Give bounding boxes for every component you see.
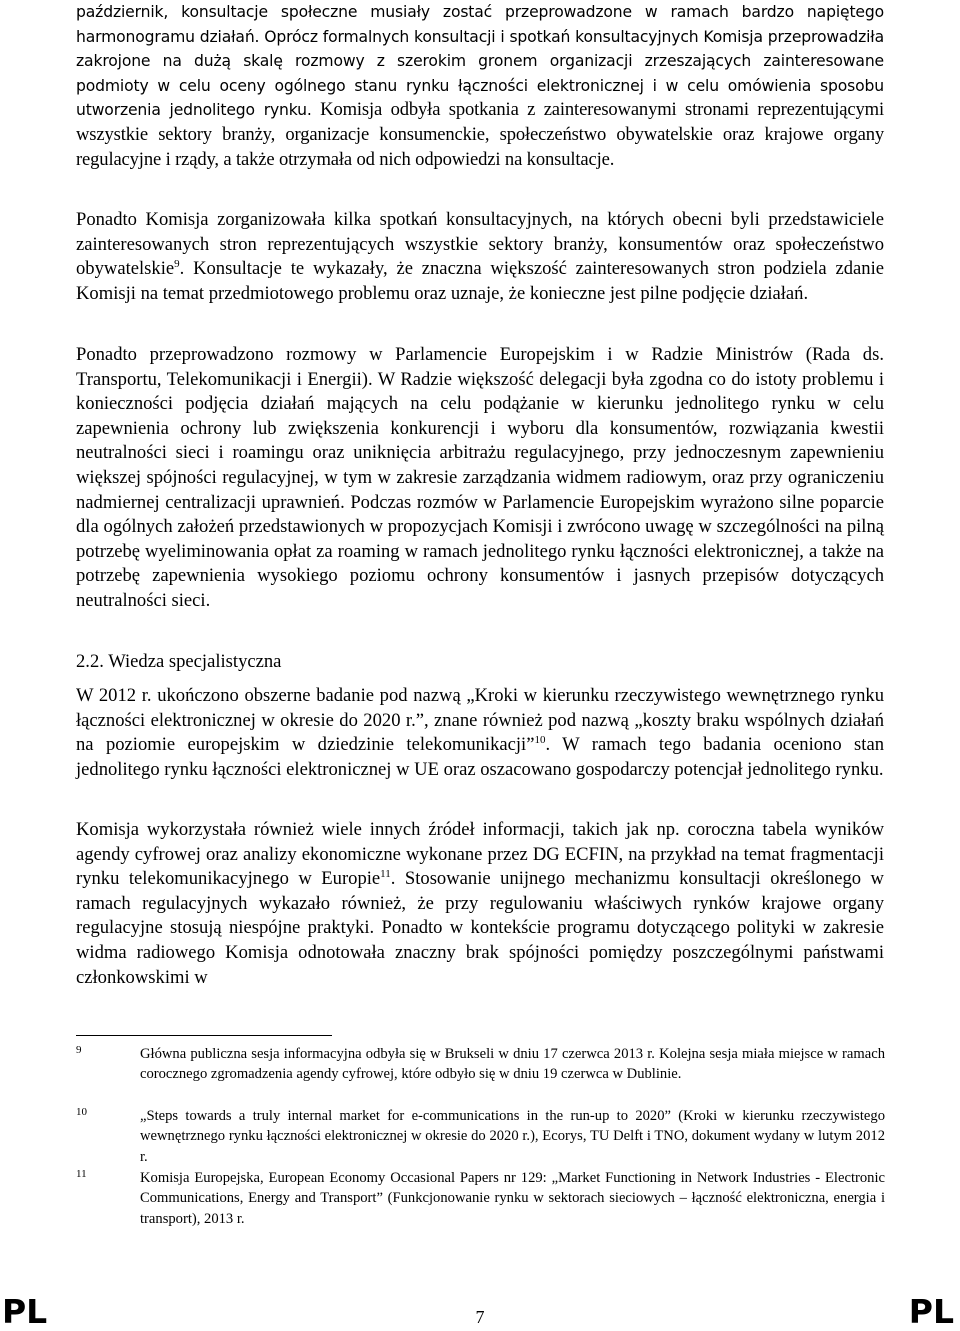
footnote-10-text: „Steps towards a truly internal market for e-communications in the run-up to 2020” (Kroki w kierunku rzeczywistego wewnętrznego rynku łączności elektronicznej w okresie do 2020 r.), Ecorys, TU Delft i TNO, dokument wydany w lutym 2012 r. [140,1108,885,1165]
paragraph-4-part-b: . W ramach tego badania oceniono stan jednolitego rynku łączności elektronicznej w UE oraz oszacowano gospodarczy potencjał jednolitego rynku. [76,734,884,780]
page-number: 7 [475,1307,485,1327]
footnote-number-11: 11 [76,1168,87,1180]
footnote-number-10: 10 [76,1106,87,1118]
paragraph-5-part-b: . Stosowanie unijnego mechanizmu konsultacji określonego w ramach regulacyjnych wykazało również, że przy regulowaniu właściwych rynków krajowe organy regulacyjne stosują niespójne praktyki. Ponadto w kontekście programu dotyczącego polityki w zakresie widma radiowego Komisja odnotowała znaczny brak spójności pomiędzy poszczególnymi państwami członkowskimi w [76,868,884,988]
footnote-11-text: Komisja Europejska, European Economy Occasional Papers nr 129: „Market Functioning in Network Industries - Electronic Communications, Energy and Transport” (Funkcjonowanie rynku w sektorach sieciowych – łączność elektroniczna, energia i transport), 2013 r. [140,1170,885,1227]
body-paragraph-5 [76,818,884,990]
paragraph-1-part-a: październik, konsultacje społeczne musiały zostać przeprowadzone w ramach bardzo napiętego harmonogramu działań. Oprócz formalnych konsultacji i spotkań konsultacyjnych Komisja przeprowadziła zakrojone na dużą skalę rozmowy z szerokim gronem organizacji zrzeszających zainteresowane podmioty w celu oceny ogólnego stanu rynku łączności elektronicznej i w celu omówienia sposobu utworzenia jednolitego rynku. [76,3,884,120]
body-paragraph-1 [76,0,884,172]
footer-language-right: PL [908,1292,954,1331]
footnote-ref-9[interactable]: 9 [174,258,180,270]
section-heading: 2.2. Wiedza specjalistyczna [76,651,282,672]
paragraph-5-part-a: Komisja wykorzystała również wiele innych źródeł informacji, takich jak np. coroczna tabela wyników agendy cyfrowej oraz analizy ekonomiczne wykonane przez DG ECFIN, na przykład na temat fragmentacji rynku telekomunikacyjnego w Europie [76,819,884,890]
footnote-number-9: 9 [76,1044,82,1056]
paragraph-4-part-a: W 2012 r. ukończono obszerne badanie pod nazwą „Kroki w kierunku rzeczywistego wewnętrznego rynku łączności elektronicznej w okresie do 2020 r.”, znane również pod nazwą „koszty braku wspólnych działań na poziomie europejskim w dziedzinie telekomunikacji” [76,685,884,756]
footnote-separator [76,1035,332,1036]
footer-language-left: PL [2,1292,48,1331]
footnote-9-text: Główna publiczna sesja informacyjna odbyła się w Brukseli w dniu 17 czerwca 2013 r. Kolejna sesja miała miejsce w ramach corocznego zgromadzenia agendy cyfrowej, które odbyło się w dniu 19 czerwca w Dublinie. [140,1046,885,1083]
body-paragraph-4 [76,684,884,782]
footnote-ref-10[interactable]: 10 [534,734,546,746]
paragraph-2-part-b: . Konsultacje te wykazały, że znaczna większość zainteresowanych stron podziela zdanie Komisji na temat przedmiotowego problemu oraz uznaje, że konieczne jest pilne podjęcie działań. [76,258,884,304]
paragraph-1-part-b: Komisja odbyła spotkania z zainteresowanymi stronami reprezentującymi wszystkie sektory branży, organizacje konsumenckie, społeczeństwo obywatelskie oraz krajowe organy regulacyjne i rządy, a także otrzymała od nich odpowiedzi na konsultacje. [76,99,884,170]
body-paragraph-3: Ponadto przeprowadzono rozmowy w Parlamencie Europejskim i w Radzie Ministrów (Rada ds. Transportu, Telekomunikacji i Energii). W Radzie większość delegacji była zgodna co do istoty problemu i konieczności podjęcia działań mających na celu podążanie w kierunku jednolitego rynku w celu zapewnienia ochrony lub zwiększenia konkurencji i wyboru dla konsumentów, rozwiązania kwestii neutralności sieci i roamingu oraz uniknięcia arbitrażu regulacyjnego, przy jednoczesnym zapewnieniu większej spójności regulacyjnej, w tym w zakresie zarządzania widmem radiowym, oraz przy ograniczeniu nadmiernej centralizacji uprawnień. Podczas rozmów w Parlamencie Europejskim wyrażono silne poparcie dla ogólnych założeń przedstawionych w propozycjach Komisji i zwrócono uwagę w szczególności na pilną potrzebę wyeliminowania opłat za roaming w ramach jednolitego rynku łączności elektronicznej, a także na potrzebę zapewnienia wysokiego poziomu ochrony konsumentów i jasnych przepisów dotyczących neutralności sieci. [76,344,884,611]
paragraph-2-part-a: Ponadto Komisja zorganizowała kilka spotkań konsultacyjnych, na których obecni byli przedstawiciele zainteresowanych stron reprezentujących wszystkie sektory branży, konsumentów oraz społeczeństwo obywatelskie [76,209,884,280]
footnote-ref-11[interactable]: 11 [380,868,391,880]
body-paragraph-2 [76,208,884,306]
